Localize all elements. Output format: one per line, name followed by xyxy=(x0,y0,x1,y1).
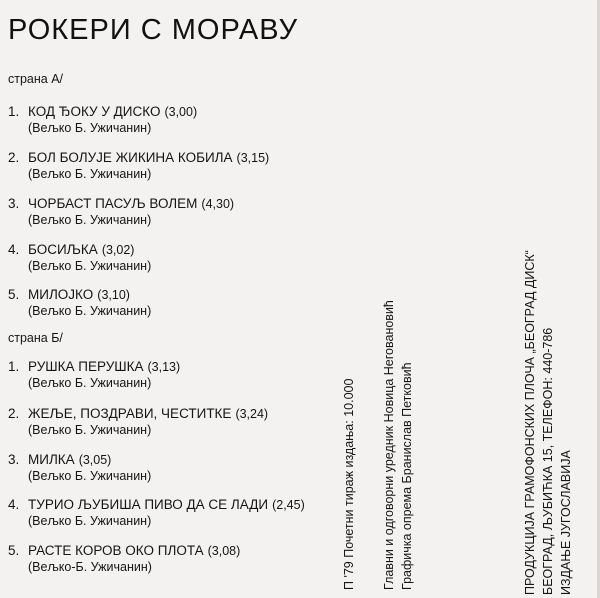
track-number: 1. xyxy=(8,359,20,374)
track-b5 xyxy=(8,543,240,575)
side-b-label: страна Б/ xyxy=(8,331,63,345)
track-a3 xyxy=(8,196,234,228)
track-title: РАСТЕ КОРОВ ОКО ПЛОТА xyxy=(28,543,204,558)
track-title: МИЛОЈКО xyxy=(28,287,94,302)
editor-credit: Главни и одговорни уредник Новица Неговановић xyxy=(382,300,396,590)
publisher-block xyxy=(521,115,583,595)
track-duration: (4,30) xyxy=(201,197,235,211)
track-b4 xyxy=(8,497,305,529)
track-a5 xyxy=(8,287,151,319)
track-a1 xyxy=(8,104,197,136)
track-author: (Вељко Б. Ужичанин) xyxy=(28,304,152,318)
track-number: 5. xyxy=(8,543,20,558)
track-author: (Вељко Б. Ужичанин) xyxy=(28,469,152,483)
track-duration: (3,13) xyxy=(147,360,181,374)
publisher-name: ПРОДУКЦИЈА ГРАМОФОНСКИХ ПЛОЧА „БЕОГРАД ДИСК“ xyxy=(523,250,537,595)
track-number: 4. xyxy=(8,497,20,512)
track-number: 2. xyxy=(8,150,20,165)
track-author: (Вељко Б. Ужичанин) xyxy=(28,167,152,181)
track-b2 xyxy=(8,406,268,438)
track-number: 5. xyxy=(8,287,20,302)
track-title: РУШКА ПЕРУШКА xyxy=(28,359,144,374)
track-number: 2. xyxy=(8,406,20,421)
track-author: (Вељко-Б. Ужичанин) xyxy=(28,560,152,574)
publisher-country: ИЗДАЊЕ ЈУГОСЛАВИЈА xyxy=(559,450,573,595)
track-author: (Вељко Б. Ужичанин) xyxy=(28,514,152,528)
track-duration: (3,02) xyxy=(101,243,135,257)
graphics-credit: Графичка опрема Бранислав Петковић xyxy=(400,362,414,590)
track-number: 3. xyxy=(8,452,20,467)
track-duration: (3,08) xyxy=(207,544,241,558)
track-title: БОСИЉКА xyxy=(28,242,98,257)
track-number: 3. xyxy=(8,196,20,211)
print-run: П '79 Почетни тираж издања: 10.000 xyxy=(342,378,356,590)
track-duration: (3,00) xyxy=(164,105,198,119)
track-author: (Вељко Б. Ужичанин) xyxy=(28,213,152,227)
track-title: БОЛ БОЛУЈЕ ЖИКИНА КОБИЛА xyxy=(28,150,233,165)
track-title: МИЛКА xyxy=(28,452,75,467)
track-duration: (2,45) xyxy=(272,498,305,512)
track-b3 xyxy=(8,452,151,484)
track-author: (Вељко Б. Ужичанин) xyxy=(28,423,152,437)
track-a4 xyxy=(8,242,151,274)
track-duration: (3,05) xyxy=(78,453,112,467)
track-title: ЧОРБАСТ ПАСУЉ ВОЛЕМ xyxy=(28,196,198,211)
track-title: ЖЕЉЕ, ПОЗДРАВИ, ЧЕСТИТКЕ xyxy=(28,406,232,421)
track-title: ТУРИО ЉУБИША ПИВО ДА СЕ ЛАДИ xyxy=(28,497,269,512)
track-duration: (3,15) xyxy=(236,151,270,165)
track-duration: (3,24) xyxy=(235,407,269,421)
track-author: (Вељко Б. Ужичанин) xyxy=(28,259,152,273)
track-b1 xyxy=(8,359,180,391)
track-author: (Вељко Б. Ужичанин) xyxy=(28,121,152,135)
publisher-address: БЕОГРАД, ЉУБИЋКА 15, ТЕЛЕФОН: 440-786 xyxy=(541,327,555,595)
track-a2 xyxy=(8,150,269,182)
track-number: 1. xyxy=(8,104,20,119)
album-title: РОКЕРИ С МОРАВУ xyxy=(8,14,299,46)
track-title: КОД ЂОКУ У ДИСКО xyxy=(28,104,161,119)
credits-block xyxy=(340,170,420,590)
track-author: (Вељко Б. Ужичанин) xyxy=(28,376,152,390)
side-a-label: страна А/ xyxy=(8,72,64,86)
track-duration: (3,10) xyxy=(97,288,130,302)
track-number: 4. xyxy=(8,242,20,257)
